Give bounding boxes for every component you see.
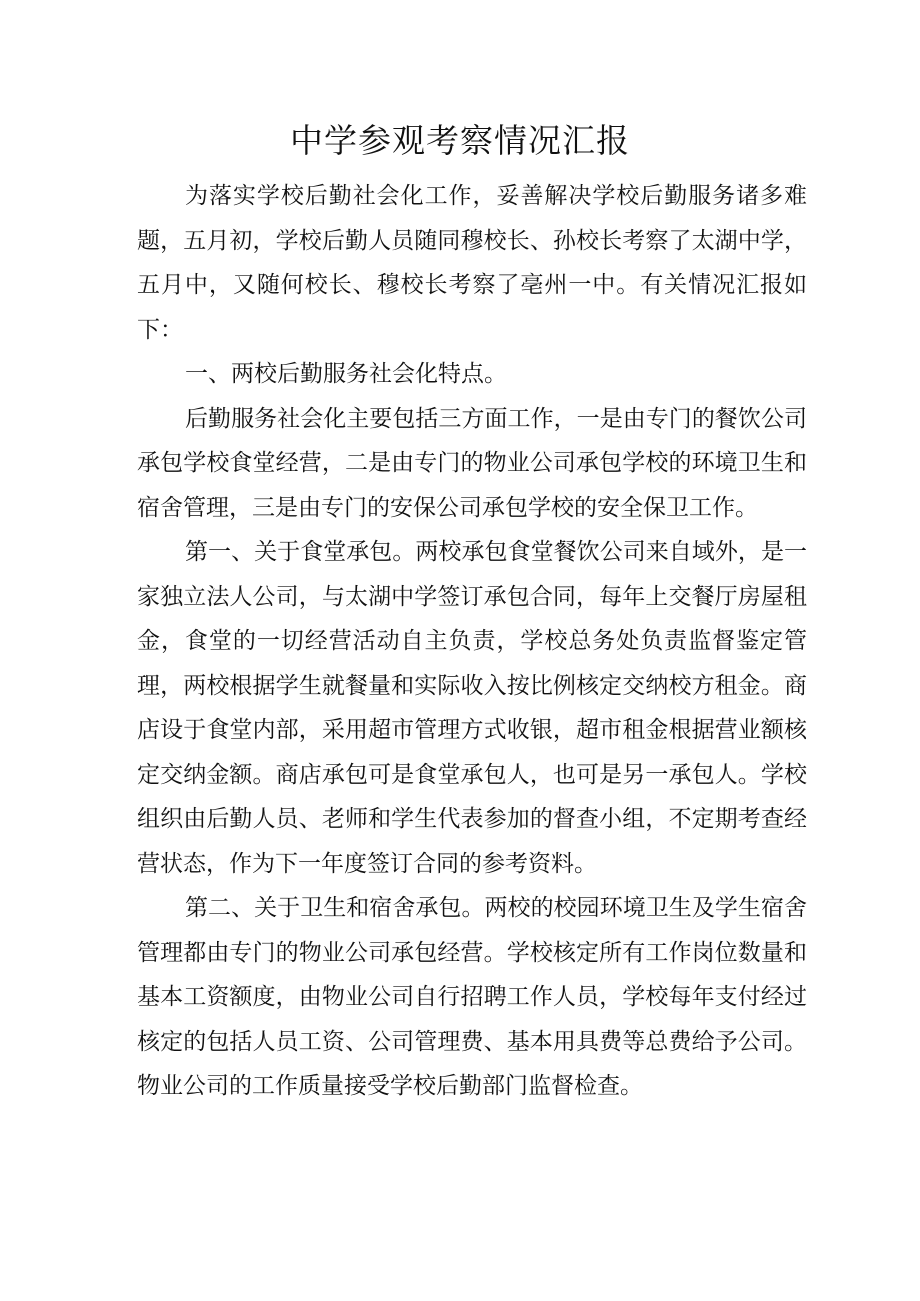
paragraph-overview: 后勤服务社会化主要包括三方面工作，一是由专门的餐饮公司承包学校食堂经营，二是由专门的物业公司承包学校的环境卫生和宿舍管理，三是由专门的安保公司承包学校的安全保卫工作。 [137, 405, 807, 521]
paragraph-section-heading: 一、两校后勤服务社会化特点。 [185, 361, 507, 387]
page-title: 中学参观考察情况汇报 [290, 121, 630, 160]
paragraph-sanitation: 第二、关于卫生和宿舍承包。两校的校园环境卫生及学生宿舍管理都由专门的物业公司承包经营。学校核定所有工作岗位数量和基本工资额度，由物业公司自行招聘工作人员，学校每年支付经过核定的包括人员工资、公司管理费、基本用具费等总费给予公司。物业公司的工作质量接受学校后勤部门监督检查。 [137, 895, 807, 1099]
paragraph-canteen: 第一、关于食堂承包。两校承包食堂餐饮公司来自域外，是一家独立法人公司，与太湖中学签订承包合同，每年上交餐厅房屋租金，食堂的一切经营活动自主负责，学校总务处负责监督鉴定管理，两校根据学生就餐量和实际收入按比例核定交纳校方租金。商店设于食堂内部，采用超市管理方式收银，超市租金根据营业额核定交纳金额。商店承包可是食堂承包人，也可是另一承包人。学校组织由后勤人员、老师和学生代表参加的督查小组，不定期考查经营状态，作为下一年度签订合同的参考资料。 [137, 539, 807, 877]
document-body [137, 174, 807, 1109]
paragraph-intro: 为落实学校后勤社会化工作，妥善解决学校后勤服务诸多难题，五月初，学校后勤人员随同穆校长、孙校长考察了太湖中学，五月中，又随何校长、穆校长考察了亳州一中。有关情况汇报如下： [137, 183, 807, 343]
